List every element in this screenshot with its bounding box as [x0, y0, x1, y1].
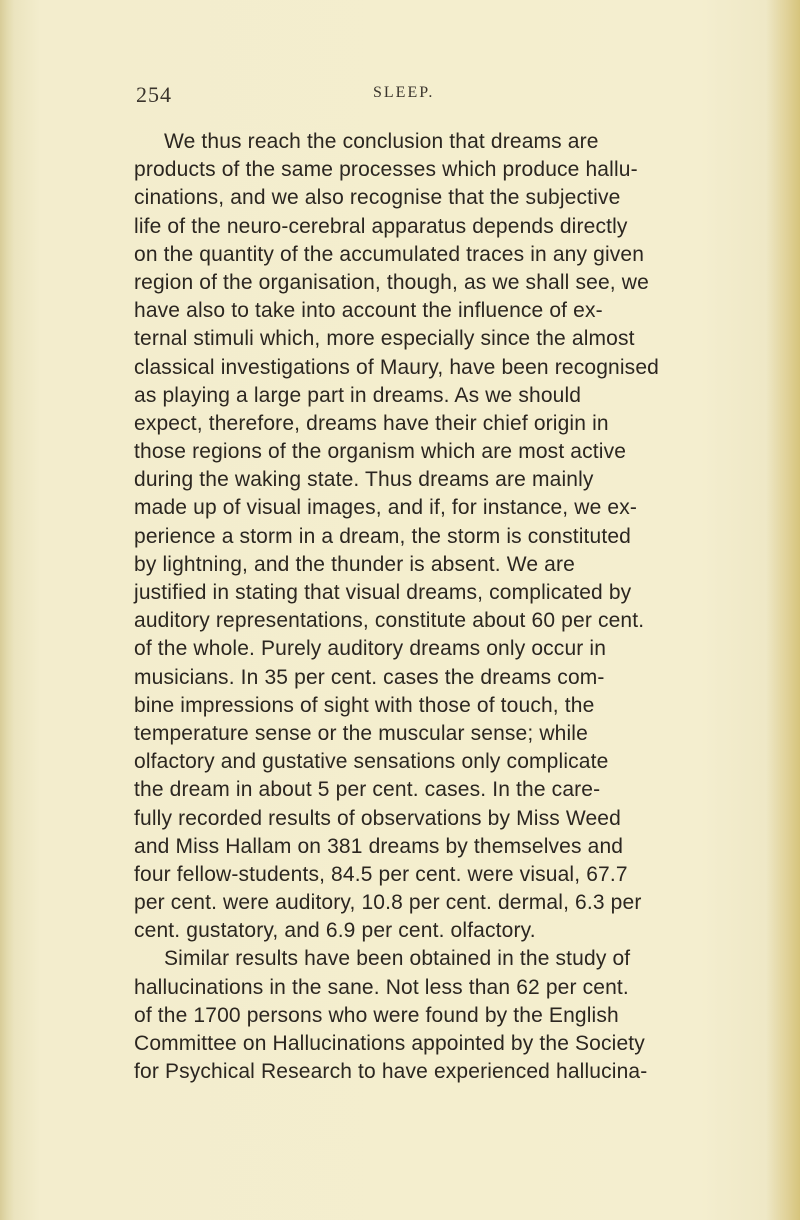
page-number: 254	[136, 82, 172, 107]
text-line: of the whole. Purely auditory dreams only occur in	[134, 637, 607, 661]
text-line: cinations, and we also recognise that the subjective	[134, 186, 621, 210]
page-header	[100, 82, 700, 112]
text-line: the dream in about 5 per cent. cases. In the care-	[134, 778, 601, 802]
text-line: region of the organisation, though, as we shall see, we	[134, 270, 649, 294]
text-line: made up of visual images, and if, for instance, we ex-	[134, 496, 638, 520]
text-line: ternal stimuli which, more especially since the almost	[134, 327, 635, 351]
text-line: olfactory and gustative sensations only complicate	[134, 750, 609, 774]
text-line: justified in stating that visual dreams, complicated by	[134, 581, 632, 604]
page-edge-shadow-right	[766, 0, 800, 1220]
text-line: during the waking state. Thus dreams are mainly	[134, 468, 594, 492]
text-line: cent. gustatory, and 6.9 per cent. olfactory.	[134, 919, 536, 943]
text-line: We thus reach the conclusion that dreams are	[164, 130, 599, 153]
text-line: by lightning, and the thunder is absent. We are	[134, 552, 575, 576]
text-line: classical investigations of Maury, have been recognised	[134, 355, 659, 379]
text-line: on the quantity of the accumulated traces in any given	[134, 242, 645, 266]
page-binding-shadow-left	[0, 0, 14, 1220]
text-line: and Miss Hallam on 381 dreams by themselves and	[134, 834, 624, 858]
text-line: per cent. were auditory, 10.8 per cent. dermal, 6.3 per	[134, 891, 642, 915]
body-text	[134, 128, 734, 1086]
running-head: SLEEP.	[373, 84, 435, 101]
text-line: temperature sense or the muscular sense; while	[134, 721, 588, 745]
text-line: Similar results have been obtained in the study of	[164, 947, 631, 971]
text-line: Committee on Hallucinations appointed by the Society	[134, 1032, 645, 1055]
text-line: those regions of the organism which are most active	[134, 440, 627, 464]
text-line: products of the same processes which produce hallu-	[134, 158, 638, 182]
text-line: perience a storm in a dream, the storm is constituted	[134, 524, 631, 548]
text-line: four fellow-students, 84.5 per cent. were visual, 67.7	[134, 862, 628, 886]
text-line: expect, therefore, dreams have their chief origin in	[134, 411, 609, 435]
text-line: auditory representations, constitute about 60 per cent.	[134, 609, 645, 633]
text-line: fully recorded results of observations by Miss Weed	[134, 806, 621, 830]
text-line: for Psychical Research to have experienced hallucina-	[134, 1060, 648, 1084]
text-line: have also to take into account the influence of ex-	[134, 299, 603, 323]
text-line: hallucinations in the sane. Not less than 62 per cent.	[134, 975, 629, 999]
text-line: bine impressions of sight with those of touch, the	[134, 693, 595, 717]
text-line: of the 1700 persons who were found by the English	[134, 1003, 619, 1027]
text-line: life of the neuro-cerebral apparatus depends directly	[134, 214, 628, 238]
text-line: as playing a large part in dreams. As we should	[134, 383, 582, 407]
text-line: musicians. In 35 per cent. cases the dreams com-	[134, 665, 605, 689]
